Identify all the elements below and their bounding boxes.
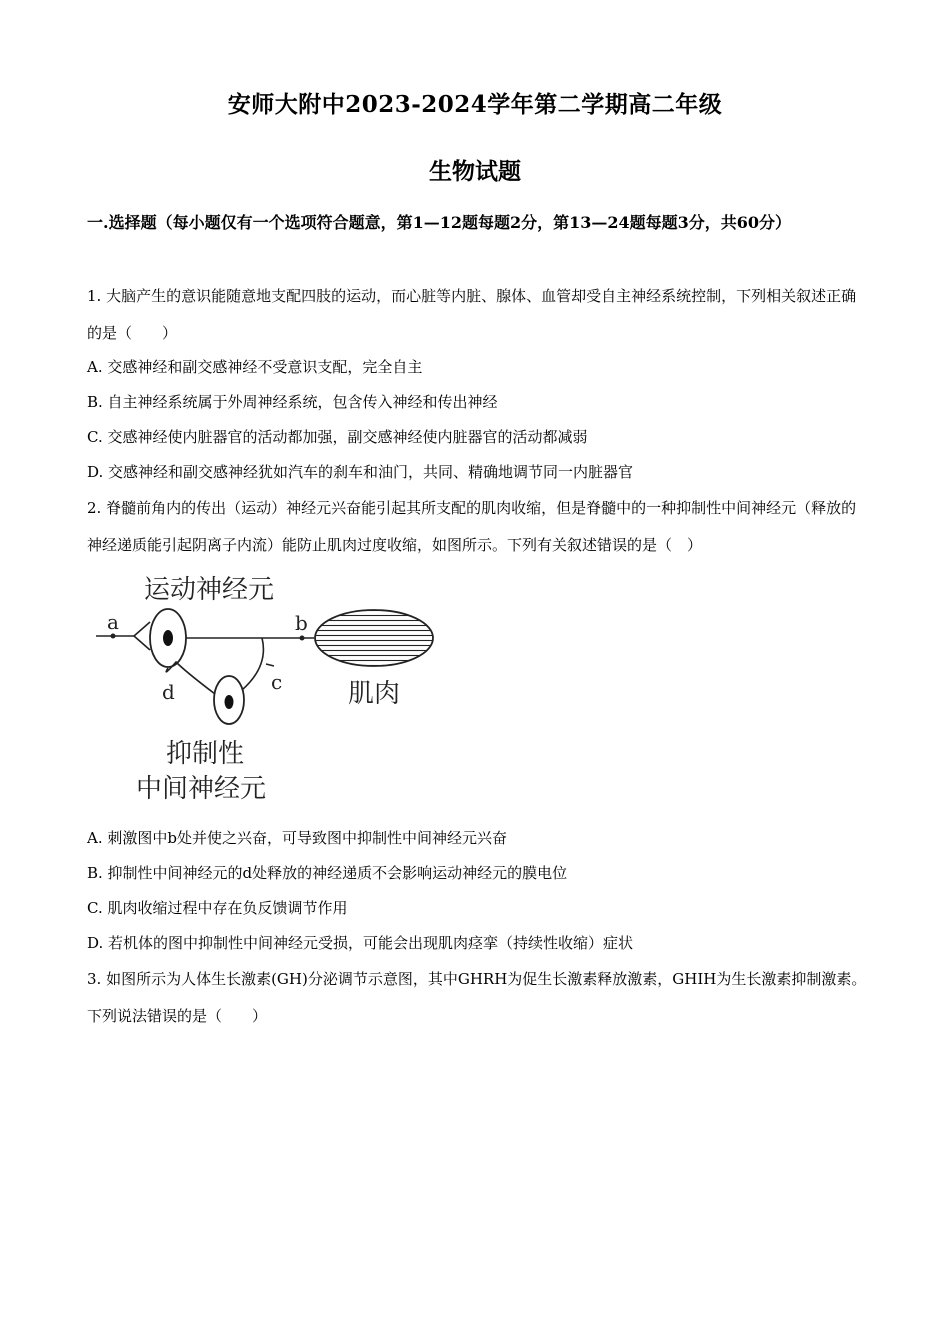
point-b-label: b — [295, 611, 308, 635]
branch-tick — [266, 664, 274, 666]
question-2-stem: 2. 脊髓前角内的传出（运动）神经元兴奋能引起其所支配的肌肉收缩，但是脊髓中的一种抑制性中间神经元（释放的神经递质能引起阴离子内流）能防止肌肉过度收缩，如图所示。下列有关叙述错误的是（ ） — [87, 499, 857, 554]
collateral-branch-c — [242, 638, 263, 690]
question-1-option-b: B. 自主神经系统属于外周神经系统，包含传入神经和传出神经 — [87, 393, 498, 411]
question-2-option-b: B. 抑制性中间神经元的d处释放的神经递质不会影响运动神经元的膜电位 — [87, 864, 568, 882]
exam-title: 安师大附中2023-2024学年第二学期高二年级 — [227, 91, 723, 118]
question-1-option-c: C. 交感神经使内脏器官的活动都加强，副交感神经使内脏器官的活动都减弱 — [87, 428, 588, 446]
motor-neuron-nucleus — [163, 630, 173, 646]
neuron-diagram — [86, 568, 446, 808]
interneuron-nucleus — [225, 695, 234, 709]
question-1-option-d: D. 交感神经和副交感神经犹如汽车的刹车和油门，共同、精确地调节同一内脏器官 — [87, 463, 634, 481]
question-1-option-a: A. 交感神经和副交感神经不受意识支配，完全自主 — [87, 358, 423, 376]
point-c-label: c — [271, 670, 283, 694]
muscle-label: 肌肉 — [348, 679, 401, 709]
question-2-option-a: A. 刺激图中b处并使之兴奋，可导致图中抑制性中间神经元兴奋 — [87, 829, 507, 847]
point-a-label: a — [107, 610, 119, 634]
muscle-fiber — [315, 610, 433, 666]
question-2-option-c: C. 肌肉收缩过程中存在负反馈调节作用 — [87, 899, 348, 917]
point-a-dot — [111, 634, 116, 639]
question-2-option-d: D. 若机体的图中抑制性中间神经元受损，可能会出现肌肉痉挛（持续性收缩）症状 — [87, 934, 634, 952]
interneuron-label-2: 中间神经元 — [136, 774, 267, 804]
question-1-stem: 1. 大脑产生的意识能随意地支配四肢的运动，而心脏等内脏、腺体、血管却受自主神经系统控制，下列相关叙述正确的是（ ） — [87, 287, 857, 342]
exam-subject: 生物试题 — [429, 158, 521, 185]
section-heading: 一.选择题（每小题仅有一个选项符合题意，第1—12题每题2分，第13—24题每题3分，共60分） — [87, 213, 792, 232]
point-d-label: d — [162, 680, 175, 704]
question-3-stem: 3. 如图所示为人体生长激素(GH)分泌调节示意图，其中GHRH为促生长激素释放激素，GHIH为生长激素抑制激素。下列说法错误的是（ ） — [87, 970, 867, 1025]
interneuron-label-1: 抑制性 — [166, 739, 245, 769]
motor-neuron-label: 运动神经元 — [144, 575, 275, 605]
point-b-dot — [300, 636, 305, 641]
synapse-terminal — [134, 622, 150, 650]
